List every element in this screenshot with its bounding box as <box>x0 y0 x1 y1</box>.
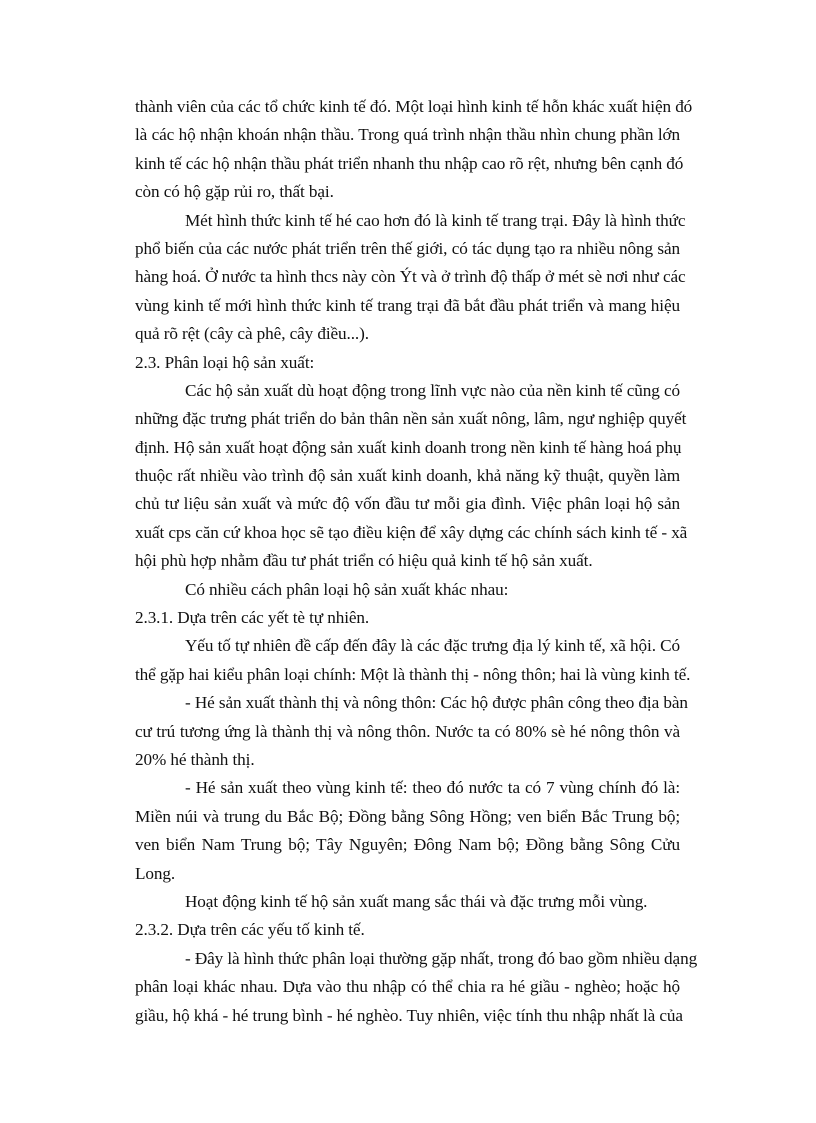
text-line: - Hé sản xuất thành thị và nông thôn: Các hộ được phân công theo địa bàn <box>185 693 688 713</box>
text-line: Mét hình thức kinh tế hé cao hơn đó là kinh tế trang trại. Đây là hình thức <box>185 210 686 230</box>
text-line: Có nhiều cách phân loại hộ sản xuất khác nhau: <box>185 579 509 599</box>
text-line: những đặc trưng phát triển do bản thân nền sản xuất nông, lâm, ngư nghiệp quyết <box>135 409 687 429</box>
text-line: Long. <box>135 863 176 883</box>
document-body <box>135 93 698 1030</box>
section-heading: 2.3. Phân loại hộ sản xuất: <box>135 352 315 372</box>
text-line: kinh tế các hộ nhận thầu phát triển nhanh thu nhập cao rõ rệt, nhưng bên cạnh đó <box>135 153 684 173</box>
text-line: - Đây là hình thức phân loại thường gặp nhất, trong đó bao gồm nhiều dạng <box>185 948 698 968</box>
text-line: còn có hộ gặp rủi ro, thất bại. <box>135 182 334 202</box>
text-line: thuộc rất nhiều vào trình độ sản xuất kinh doanh, khả năng kỹ thuật, quyền làm <box>135 466 680 486</box>
text-line: phân loại khác nhau. Dựa vào thu nhập có thể chia ra hé giầu - nghèo; hoặc hộ <box>135 977 680 997</box>
text-line: xuất cps căn cứ khoa học sẽ tạo điều kiện để xây dựng các chính sách kinh tế - xã <box>135 522 688 542</box>
section-heading: 2.3.2. Dựa trên các yếu tố kinh tế. <box>135 920 365 940</box>
text-line: Yếu tố tự nhiên đề cấp đến đây là các đặc trưng địa lý kinh tế, xã hội. Có <box>185 636 680 656</box>
text-line: hội phù hợp nhằm đầu tư phát triển có hiệu quả kinh tế hộ sản xuất. <box>135 551 593 571</box>
text-line: cư trú tương ứng là thành thị và nông thôn. Nước ta có 80% sè hé nông thôn và <box>135 721 680 741</box>
text-line: ven biển Nam Trung bộ; Tây Nguyên; Đông Nam bộ; Đồng bằng Sông Cửu <box>135 835 680 855</box>
text-line: 20% hé thành thị. <box>135 749 255 769</box>
text-line: Miền núi và trung du Bắc Bộ; Đồng bằng Sông Hồng; ven biển Bắc Trung bộ; <box>135 806 680 826</box>
text-line: hàng hoá. Ở nước ta hình thcs này còn Ýt và ở trình độ thấp ở mét sè nơi như các <box>135 267 686 287</box>
text-line: thể gặp hai kiểu phân loại chính: Một là thành thị - nông thôn; hai là vùng kinh tế. <box>135 664 691 684</box>
text-line: Các hộ sản xuất dù hoạt động trong lĩnh vực nào của nền kinh tế cũng có <box>185 380 680 400</box>
text-line: phổ biến của các nước phát triển trên thế giới, có tác dụng tạo ra nhiều nông sản <box>135 238 680 258</box>
text-line: định. Hộ sản xuất hoạt động sản xuất kinh doanh trong nền kinh tế hàng hoá phụ <box>135 437 682 457</box>
text-line: Hoạt động kinh tế hộ sản xuất mang sắc thái và đặc trưng mỗi vùng. <box>185 891 648 911</box>
text-line: - Hé sản xuất theo vùng kinh tế: theo đó nước ta có 7 vùng chính đó là: <box>185 778 680 798</box>
text-line: là các hộ nhận khoán nhận thầu. Trong quá trình nhận thầu nhìn chung phần lớn <box>135 125 680 145</box>
section-heading: 2.3.1. Dựa trên các yết tè tự nhiên. <box>135 608 370 628</box>
text-line: vùng kinh tế mới hình thức kinh tế trang trại đã bắt đầu phát triển và mang hiệu <box>135 295 680 315</box>
text-line: thành viên của các tổ chức kinh tế đó. Một loại hình kinh tế hỗn khác xuất hiện đó <box>135 97 693 116</box>
text-line: quả rõ rệt (cây cà phê, cây điều...). <box>135 324 369 344</box>
text-line: giầu, hộ khá - hé trung bình - hé nghèo. Tuy nhiên, việc tính thu nhập nhất là của <box>135 1005 683 1025</box>
text-line: chủ tư liệu sản xuất và mức độ vốn đầu tư mỗi gia đình. Việc phân loại hộ sản <box>135 494 680 514</box>
